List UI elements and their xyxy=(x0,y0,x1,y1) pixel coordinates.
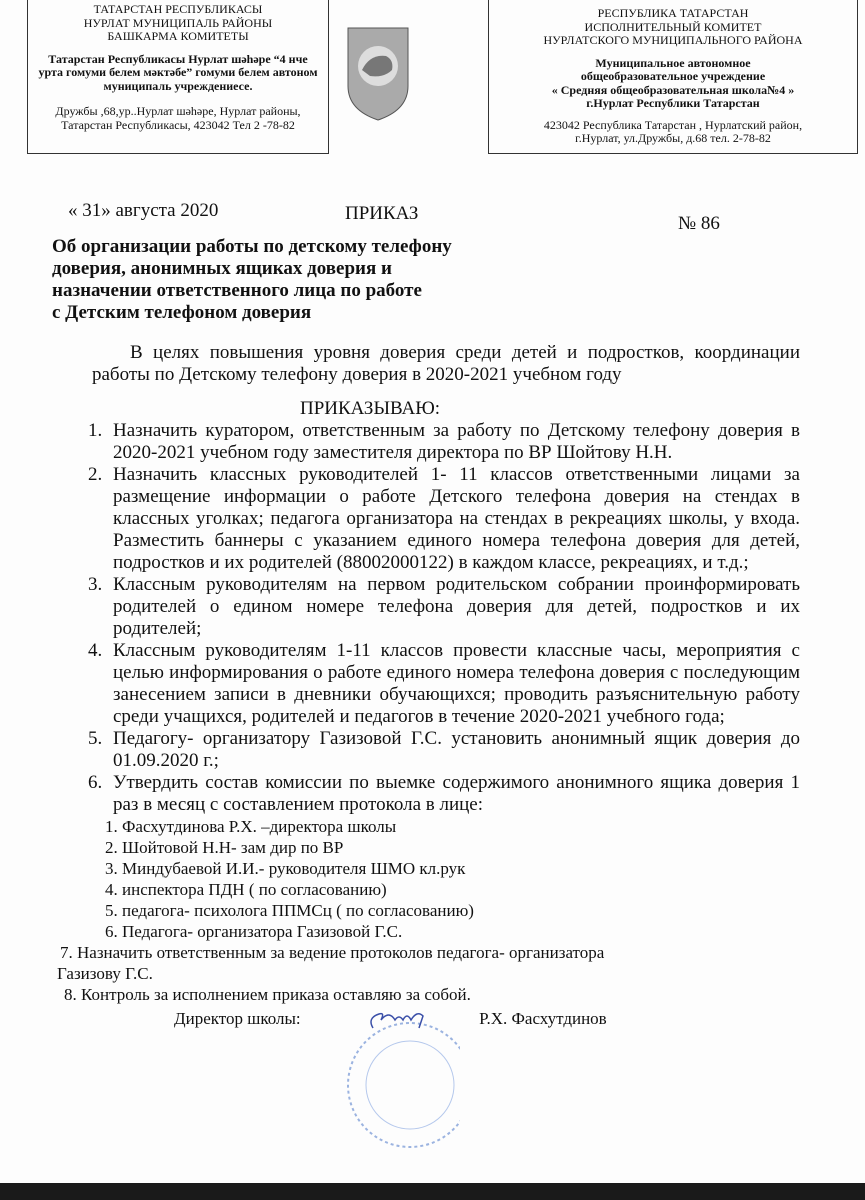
commission-member: 4. инспектора ПДН ( по согласованию) xyxy=(105,880,387,899)
commission-member: 3. Миндубаевой И.И.- руководителя ШМО кл.рук xyxy=(105,859,466,878)
header-left-line: БАШКАРМА КОМИТЕТЫ xyxy=(107,29,249,43)
header-left-address: Дружбы ,68,ур..Нурлат шәһәре, Нурлат районы, xyxy=(55,104,301,118)
header-right-org: Муниципальное автономное xyxy=(595,55,751,70)
coat-of-arms-icon xyxy=(346,26,410,122)
signer-role: Директор школы: xyxy=(174,1009,301,1028)
signer-name: Р.Х. Фасхутдинов xyxy=(479,1009,607,1028)
header-right-address: г.Нурлат, ул.Дружбы, д.68 тел. 2-78-82 xyxy=(575,131,771,145)
item-text: Газизову Г.С. xyxy=(57,964,153,983)
header-left-address: Татарстан Республикасы, 423042 Тел 2 -78-82 xyxy=(61,117,295,132)
order-item xyxy=(88,772,800,816)
header-right-block xyxy=(488,0,858,154)
item-number: 3. xyxy=(88,574,103,595)
item-number: 2. xyxy=(88,464,103,485)
item-text: Педагогу- организатору Газизовой Г.С. установить анонимный ящик доверия до 01.09.2020 г.; xyxy=(113,728,800,771)
order-item-8: 8. Контроль за исполнением приказа оставляю за собой. xyxy=(64,985,471,1004)
header-right-address: 423042 Республика Татарстан , Нурлатский район, xyxy=(543,117,803,132)
commission-list xyxy=(105,816,812,942)
commission-member: 5. педагога- психолога ППМСц ( по согласованию) xyxy=(105,901,474,920)
order-subject xyxy=(52,236,812,324)
header-right-line: ИСПОЛНИТЕЛЬНЫЙ КОМИТЕТ xyxy=(584,19,762,34)
item-text: 7. Назначить ответственным за ведение протоколов педагога- организатора xyxy=(60,943,605,962)
item-number: 5. xyxy=(88,728,103,749)
commission-member: 2. Шойтовой Н.Н- зам дир по ВР xyxy=(105,838,344,857)
item-text: Назначить куратором, ответственным за работу по Детскому телефону доверия в 2020-2021 учебном году заместителя директора по ВР Шойтову Н.Н. xyxy=(113,420,800,463)
order-item xyxy=(88,574,800,640)
scan-edge xyxy=(0,1183,865,1200)
item-text: Утвердить состав комиссии по выемке содержимого анонимного ящика доверия 1 раз в месяц с составлением протокола в лице: xyxy=(113,772,800,815)
header-left-org: Татарстан Республикасы Нурлат шәһәре “4 нче урта гомуми белем мәктәбе” гомуми белем автоном муниципаль учреждениесе. xyxy=(38,51,318,93)
item-number: 6. xyxy=(88,772,103,793)
document-title: ПРИКАЗ xyxy=(345,203,419,224)
subject-line: с Детским телефоном доверия xyxy=(52,302,312,323)
header-right-line: РЕСПУБЛИКА ТАТАРСТАН xyxy=(597,6,749,20)
item-text: Классным руководителям 1-11 классов провести классные часы, мероприятия с целью информирования о работе единого номера телефона доверия с последующим занесением записи в дневники обучающихся; проводить разъяснительную работу среди учащихся, родителей и педагогов в течение 2020-2021 учебного года; xyxy=(113,640,800,727)
header-right-org: общеобразовательное учреждение xyxy=(580,69,766,83)
subject-line: доверия, анонимных ящиках доверия и xyxy=(52,258,392,279)
header-right-org: г.Нурлат Республики Татарстан xyxy=(586,96,760,110)
order-item-7 xyxy=(57,942,812,984)
header-left-line: ТАТАРСТАН РЕСПУБЛИКАСЫ xyxy=(93,2,263,16)
order-date: « 31» августа 2020 xyxy=(68,200,219,221)
document-body xyxy=(52,236,812,1034)
order-item xyxy=(88,464,800,574)
order-item xyxy=(88,640,800,728)
order-number: № 86 xyxy=(678,213,720,234)
commission-member: 1. Фасхутдинова Р.Х. –директора школы xyxy=(105,817,397,836)
item-number: 4. xyxy=(88,640,103,661)
order-item xyxy=(88,420,800,464)
signature-line xyxy=(174,1005,812,1034)
commission-member: 6. Педагога- организатора Газизовой Г.С. xyxy=(105,922,403,941)
subject-line: назначении ответственного лица по работе xyxy=(52,280,422,301)
header-left-line: НУРЛАТ МУНИЦИПАЛЬ РАЙОНЫ xyxy=(83,15,273,30)
order-word: ПРИКАЗЫВАЮ: xyxy=(300,398,441,419)
intro-paragraph: В целях повышения уровня доверия среди детей и подростков, координации работы по Детскому телефону доверия в 2020-2021 учебном году xyxy=(92,342,800,385)
signature-icon xyxy=(365,1006,435,1034)
header-right-org: « Средняя общеобразовательная школа№4 » xyxy=(551,82,795,97)
header-left-block xyxy=(27,0,329,154)
order-item xyxy=(88,728,800,772)
item-text: Классным руководителям на первом родительском собрании проинформировать родителей о едином номере телефона доверия для детей, подростков и их родителей; xyxy=(113,574,800,639)
item-text: Назначить классных руководителей 1- 11 классов ответственными лицами за размещение информации о работе Детского телефона доверия на стендах в классных уголках; педагога организатора на стендах в рекреациях школы, у входа. Разместить баннеры с указанием единого номера телефона доверия для детей, подростков и их родителей (88002000122) в каждом классе, рекреациях, и т.д.; xyxy=(113,464,800,573)
subject-line: Об организации работы по детскому телефону xyxy=(52,236,452,257)
order-items xyxy=(88,420,800,816)
item-number: 1. xyxy=(88,420,103,441)
header-right-line: НУРЛАТСКОГО МУНИЦИПАЛЬНОГО РАЙОНА xyxy=(543,33,803,47)
